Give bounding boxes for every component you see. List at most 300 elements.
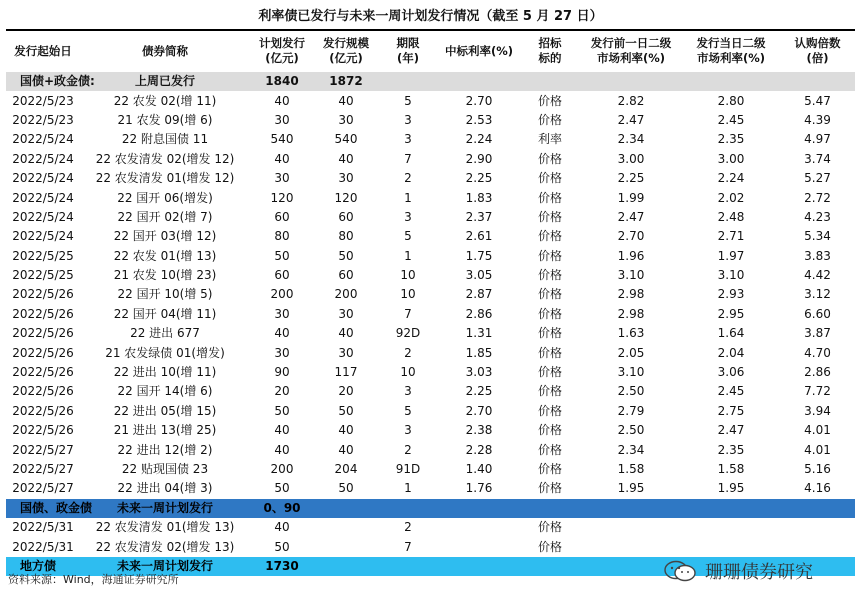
cell-size: 117 — [334, 365, 358, 380]
table-row — [6, 421, 855, 440]
cell-term: 5 — [404, 229, 412, 244]
cell-name: 22 进出 05(增 15) — [113, 403, 217, 418]
section-label: 地方债 — [6, 557, 80, 576]
header-issue-size: 发行规模 (亿元) — [323, 36, 369, 65]
cell-pre: 2.70 — [617, 229, 645, 244]
cell-size: 50 — [338, 403, 354, 418]
cell-date: 2022/5/23 — [12, 112, 74, 127]
cell-term: 2 — [404, 345, 412, 360]
cell-mult: 4.23 — [804, 209, 831, 224]
cell-name: 22 进出 04(增 3) — [117, 481, 213, 496]
cell-rate: 1.83 — [465, 190, 493, 205]
cell-date: 2022/5/26 — [12, 384, 74, 399]
section-empty-cell — [580, 72, 682, 91]
cell-mult: 3.83 — [804, 248, 831, 263]
cell-same: 2.35 — [717, 442, 745, 457]
cell-date: 2022/5/25 — [12, 248, 74, 263]
cell-date: 2022/5/24 — [12, 132, 74, 147]
cell-pre: 3.00 — [617, 151, 645, 166]
table-row — [6, 537, 855, 556]
cell-size: 204 — [334, 462, 358, 476]
cell-date: 2022/5/27 — [12, 481, 74, 496]
source-note: 资料来源：Wind，海通证券研究所 — [8, 573, 179, 586]
cell-term: 1 — [404, 481, 412, 496]
cell-name: 21 进出 13(增 25) — [113, 423, 217, 438]
cell-date: 2022/5/31 — [12, 520, 74, 535]
cell-name: 22 国开 06(增发) — [117, 190, 213, 205]
cell-same: 2.95 — [717, 306, 745, 321]
cell-planned: 40 — [274, 423, 290, 438]
cell-size: 30 — [338, 112, 354, 127]
cell-same — [682, 537, 780, 556]
section-sublabel: 未来一周计划发行 — [80, 557, 250, 576]
cell-planned: 50 — [274, 481, 290, 496]
cell-size: 50 — [338, 248, 354, 263]
cell-mult: 4.39 — [804, 112, 831, 127]
table-body — [6, 72, 855, 576]
cell-mult: 4.97 — [804, 132, 831, 147]
cell-pre: 2.50 — [617, 384, 645, 399]
cell-date: 2022/5/27 — [12, 442, 74, 457]
section-size-total — [314, 557, 378, 576]
table-row — [6, 285, 855, 304]
cell-size: 80 — [338, 229, 354, 244]
cell-date: 2022/5/31 — [12, 539, 74, 554]
cell-pre: 2.34 — [617, 442, 645, 457]
cell-rate: 2.25 — [465, 384, 493, 399]
section-row-planned — [6, 499, 855, 518]
section-row-issued — [6, 72, 855, 91]
wechat-icon — [663, 560, 697, 582]
cell-same: 2.75 — [717, 403, 745, 418]
cell-target: 利率 — [537, 132, 562, 147]
cell-mult — [780, 537, 855, 556]
cell-mult: 4.70 — [804, 345, 831, 360]
cell-date: 2022/5/27 — [12, 462, 74, 476]
cell-pre — [580, 518, 682, 537]
cell-target: 价格 — [537, 539, 562, 554]
cell-same: 2.02 — [717, 190, 745, 205]
cell-planned: 200 — [270, 287, 294, 302]
cell-size: 40 — [338, 442, 354, 457]
cell-rate — [438, 518, 520, 537]
cell-pre: 3.10 — [617, 365, 645, 380]
cell-date: 2022/5/26 — [12, 423, 74, 438]
cell-same: 2.24 — [717, 171, 745, 186]
header-start-date: 发行起始日 — [14, 43, 72, 58]
cell-rate: 3.03 — [465, 365, 493, 380]
cell-name: 22 农发清发 02(增发 12) — [95, 151, 235, 166]
cell-planned: 40 — [274, 151, 290, 166]
cell-name: 22 进出 10(增 11) — [113, 365, 217, 380]
cell-planned: 40 — [274, 93, 290, 108]
cell-planned: 20 — [274, 384, 290, 399]
section-empty-cell — [438, 557, 520, 576]
section-empty-cell — [378, 72, 438, 91]
cell-pre: 2.47 — [617, 209, 645, 224]
cell-planned: 90 — [274, 365, 290, 380]
header-subscription: 认购倍数 (倍) — [794, 36, 841, 65]
table-row — [6, 382, 855, 401]
cell-term: 2 — [404, 520, 412, 535]
cell-target: 价格 — [537, 112, 562, 127]
cell-name: 22 国开 14(增 6) — [117, 384, 213, 399]
cell-pre: 2.79 — [617, 403, 645, 418]
cell-rate: 2.87 — [465, 287, 493, 302]
cell-date: 2022/5/26 — [12, 365, 74, 380]
cell-target: 价格 — [537, 423, 562, 438]
cell-mult — [780, 518, 855, 537]
cell-target: 价格 — [537, 93, 562, 108]
cell-term: 1 — [404, 248, 412, 263]
cell-planned: 40 — [274, 442, 290, 457]
header-pre-day-rate: 发行前一日二级 市场利率(%) — [590, 36, 672, 65]
cell-rate: 1.40 — [465, 462, 493, 476]
table-row — [6, 227, 855, 246]
cell-mult: 5.16 — [804, 462, 831, 476]
cell-date: 2022/5/26 — [12, 403, 74, 418]
cell-planned: 540 — [270, 132, 294, 147]
cell-planned: 80 — [274, 229, 290, 244]
cell-rate: 2.70 — [465, 93, 493, 108]
cell-term: 5 — [404, 403, 412, 418]
cell-mult: 3.94 — [804, 403, 831, 418]
cell-same: 3.00 — [717, 151, 745, 166]
cell-rate: 2.37 — [465, 209, 493, 224]
section-sublabel: 上周已发行 — [80, 72, 250, 91]
cell-size — [314, 537, 378, 556]
table-row — [6, 247, 855, 266]
header-bond-name: 债券简称 — [142, 43, 188, 58]
cell-planned: 40 — [274, 326, 290, 341]
cell-date: 2022/5/24 — [12, 151, 74, 166]
cell-planned: 30 — [274, 112, 290, 127]
section-sublabel: 未来一周计划发行 — [80, 499, 250, 518]
cell-same: 1.64 — [717, 326, 745, 341]
header-term: 期限 (年) — [396, 36, 420, 65]
cell-term: 10 — [400, 287, 416, 302]
header-row — [6, 30, 855, 72]
cell-name: 22 农发清发 01(增发 12) — [95, 171, 235, 186]
cell-same: 2.93 — [717, 287, 745, 302]
cell-mult: 5.34 — [804, 229, 831, 244]
cell-term: 3 — [404, 384, 412, 399]
cell-size: 30 — [338, 306, 354, 321]
cell-term: 92D — [395, 326, 421, 341]
cell-size: 40 — [338, 423, 354, 438]
cell-term: 5 — [404, 93, 412, 108]
cell-same: 2.47 — [717, 423, 745, 438]
section-planned-total: 1730 — [250, 557, 314, 576]
cell-target: 价格 — [537, 520, 562, 535]
cell-pre: 2.47 — [617, 112, 645, 127]
cell-planned: 120 — [270, 190, 294, 205]
table-row — [6, 363, 855, 382]
cell-target: 价格 — [537, 229, 562, 244]
cell-term: 7 — [404, 539, 412, 554]
cell-size: 50 — [338, 481, 354, 496]
cell-target: 价格 — [537, 209, 562, 224]
table-row — [6, 479, 855, 498]
cell-planned: 200 — [270, 462, 294, 476]
table-row — [6, 266, 855, 285]
cell-same — [682, 518, 780, 537]
cell-target: 价格 — [537, 462, 562, 476]
cell-name: 22 附息国债 11 — [121, 132, 209, 147]
cell-target: 价格 — [537, 326, 562, 341]
cell-name: 22 国开 02(增 7) — [117, 209, 213, 224]
cell-name: 22 国开 10(增 5) — [117, 287, 213, 302]
cell-size: 120 — [334, 190, 358, 205]
cell-term: 91D — [395, 462, 421, 476]
cell-pre: 2.05 — [617, 345, 645, 360]
cell-mult: 7.72 — [804, 384, 831, 399]
cell-term: 3 — [404, 112, 412, 127]
brand-watermark — [663, 558, 813, 584]
table-row — [6, 460, 855, 479]
cell-rate: 1.75 — [465, 248, 493, 263]
cell-target: 价格 — [537, 248, 562, 263]
cell-pre: 2.98 — [617, 287, 645, 302]
cell-date: 2022/5/24 — [12, 229, 74, 244]
cell-mult: 2.86 — [804, 365, 831, 380]
brand-name: 珊珊债券研究 — [705, 562, 813, 583]
cell-name: 22 农发 01(增 13) — [113, 248, 217, 263]
section-empty-cell — [520, 557, 580, 576]
section-empty-cell — [378, 557, 438, 576]
section-empty-cell — [438, 499, 520, 518]
cell-size: 200 — [334, 287, 358, 302]
cell-pre — [580, 537, 682, 556]
cell-term: 3 — [404, 132, 412, 147]
cell-term: 3 — [404, 423, 412, 438]
cell-same: 2.48 — [717, 209, 745, 224]
cell-planned: 30 — [274, 306, 290, 321]
cell-mult: 4.01 — [804, 423, 831, 438]
cell-target: 价格 — [537, 442, 562, 457]
cell-rate: 2.28 — [465, 442, 493, 457]
cell-size: 40 — [338, 93, 354, 108]
section-empty-cell — [438, 72, 520, 91]
section-empty-cell — [520, 72, 580, 91]
cell-rate: 2.90 — [465, 151, 493, 166]
table-row — [6, 305, 855, 324]
cell-same: 3.10 — [717, 268, 745, 283]
cell-same: 3.06 — [717, 365, 745, 380]
cell-rate: 2.86 — [465, 306, 493, 321]
cell-date: 2022/5/25 — [12, 268, 74, 283]
cell-date: 2022/5/24 — [12, 209, 74, 224]
cell-target: 价格 — [537, 151, 562, 166]
cell-rate: 2.38 — [465, 423, 493, 438]
cell-term: 7 — [404, 151, 412, 166]
section-planned-total: 0、90 — [250, 499, 314, 518]
cell-same: 2.71 — [717, 229, 745, 244]
cell-size: 60 — [338, 209, 354, 224]
cell-target: 价格 — [537, 171, 562, 186]
cell-mult: 4.01 — [804, 442, 831, 457]
table-row — [6, 324, 855, 343]
cell-date: 2022/5/24 — [12, 190, 74, 205]
cell-target: 价格 — [537, 190, 562, 205]
cell-mult: 2.72 — [804, 190, 831, 205]
cell-size: 540 — [334, 132, 358, 147]
table-title: 利率债已发行与未来一周计划发行情况（截至 5 月 27 日） — [258, 9, 603, 24]
cell-mult: 6.60 — [804, 306, 831, 321]
section-size-total — [314, 499, 378, 518]
cell-term: 10 — [400, 268, 416, 283]
table-row — [6, 188, 855, 207]
cell-pre: 1.95 — [617, 481, 645, 496]
table-row — [6, 518, 855, 537]
cell-mult: 4.16 — [804, 481, 831, 496]
cell-date: 2022/5/26 — [12, 306, 74, 321]
cell-name: 22 贴现国债 23 — [121, 462, 209, 476]
cell-name: 22 进出 677 — [130, 326, 200, 341]
section-empty-cell — [682, 499, 780, 518]
cell-same: 2.04 — [717, 345, 745, 360]
section-empty-cell — [580, 499, 682, 518]
cell-size: 20 — [338, 384, 354, 399]
cell-target: 价格 — [537, 403, 562, 418]
cell-term: 2 — [404, 171, 412, 186]
cell-target: 价格 — [537, 287, 562, 302]
cell-planned: 50 — [274, 403, 290, 418]
cell-pre: 2.98 — [617, 306, 645, 321]
table-row — [6, 130, 855, 149]
cell-size: 30 — [338, 345, 354, 360]
cell-pre: 1.58 — [617, 462, 645, 476]
cell-same: 2.35 — [717, 132, 745, 147]
section-empty-cell — [780, 499, 855, 518]
header-winning-rate: 中标利率(%) — [444, 43, 514, 58]
table-row — [6, 111, 855, 130]
header-bid-target: 招标 标的 — [538, 36, 562, 65]
section-empty-cell — [682, 72, 780, 91]
cell-planned: 60 — [274, 268, 290, 283]
section-size-total: 1872 — [314, 72, 378, 91]
cell-name: 22 进出 12(增 2) — [117, 442, 213, 457]
cell-date: 2022/5/26 — [12, 326, 74, 341]
cell-size — [314, 518, 378, 537]
table-row — [6, 402, 855, 421]
cell-rate: 2.70 — [465, 403, 493, 418]
cell-date: 2022/5/26 — [12, 345, 74, 360]
cell-target: 价格 — [537, 365, 562, 380]
cell-rate: 3.05 — [465, 268, 493, 283]
cell-term: 7 — [404, 306, 412, 321]
cell-pre: 2.82 — [617, 93, 645, 108]
cell-target: 价格 — [537, 306, 562, 321]
cell-target: 价格 — [537, 345, 562, 360]
cell-rate: 2.61 — [465, 229, 493, 244]
cell-name: 21 农发 10(增 23) — [113, 268, 217, 283]
cell-planned: 60 — [274, 209, 290, 224]
cell-mult: 5.27 — [804, 171, 831, 186]
cell-term: 2 — [404, 442, 412, 457]
cell-planned: 40 — [274, 520, 290, 535]
cell-pre: 2.25 — [617, 171, 645, 186]
section-empty-cell — [378, 499, 438, 518]
cell-planned: 30 — [274, 171, 290, 186]
cell-planned: 50 — [274, 539, 290, 554]
cell-rate: 2.53 — [465, 112, 493, 127]
cell-name: 22 国开 03(增 12) — [113, 229, 217, 244]
cell-same: 1.95 — [717, 481, 745, 496]
cell-same: 2.80 — [717, 93, 745, 108]
cell-rate — [438, 537, 520, 556]
cell-planned: 30 — [274, 345, 290, 360]
cell-pre: 2.50 — [617, 423, 645, 438]
cell-rate: 1.76 — [465, 481, 493, 496]
table-row — [6, 91, 855, 110]
cell-pre: 3.10 — [617, 268, 645, 283]
cell-name: 21 农发绿债 01(增发) — [105, 345, 225, 360]
cell-size: 40 — [338, 151, 354, 166]
cell-mult: 4.42 — [804, 268, 831, 283]
cell-same: 2.45 — [717, 112, 745, 127]
table-row — [6, 343, 855, 362]
cell-size: 60 — [338, 268, 354, 283]
table-row — [6, 208, 855, 227]
section-empty-cell — [520, 499, 580, 518]
cell-size: 30 — [338, 171, 354, 186]
table-row — [6, 150, 855, 169]
bond-issuance-table — [6, 30, 855, 576]
section-planned-total: 1840 — [250, 72, 314, 91]
cell-term: 3 — [404, 209, 412, 224]
cell-name: 22 农发清发 01(增发 13) — [95, 520, 235, 535]
cell-mult: 5.47 — [804, 93, 831, 108]
table-row — [6, 440, 855, 459]
cell-pre: 1.63 — [617, 326, 645, 341]
section-label: 国债+政金债: — [6, 72, 80, 91]
cell-rate: 2.25 — [465, 171, 493, 186]
cell-same: 2.45 — [717, 384, 745, 399]
cell-size: 40 — [338, 326, 354, 341]
cell-target: 价格 — [537, 481, 562, 496]
cell-rate: 1.85 — [465, 345, 493, 360]
cell-pre: 1.96 — [617, 248, 645, 263]
header-same-day-rate: 发行当日二级 市场利率(%) — [696, 36, 766, 65]
cell-date: 2022/5/24 — [12, 171, 74, 186]
cell-same: 1.97 — [717, 248, 745, 263]
table-row — [6, 169, 855, 188]
section-label: 国债、政金债 — [6, 499, 80, 518]
cell-name: 21 农发 09(增 6) — [117, 112, 213, 127]
cell-mult: 3.74 — [804, 151, 831, 166]
section-empty-cell — [780, 72, 855, 91]
cell-rate: 1.31 — [465, 326, 493, 341]
cell-mult: 3.87 — [804, 326, 831, 341]
cell-pre: 2.34 — [617, 132, 645, 147]
cell-name: 22 国开 04(增 11) — [113, 306, 217, 321]
cell-term: 1 — [404, 190, 412, 205]
cell-pre: 1.99 — [617, 190, 645, 205]
header-planned-issue: 计划发行 (亿元) — [259, 36, 305, 65]
cell-planned: 50 — [274, 248, 290, 263]
cell-same: 1.58 — [717, 462, 745, 476]
cell-term: 10 — [400, 365, 416, 380]
cell-target: 价格 — [537, 384, 562, 399]
cell-rate: 2.24 — [465, 132, 493, 147]
cell-target: 价格 — [537, 268, 562, 283]
cell-mult: 3.12 — [804, 287, 831, 302]
cell-name: 22 农发 02(增 11) — [113, 93, 217, 108]
cell-date: 2022/5/26 — [12, 287, 74, 302]
cell-name: 22 农发清发 02(增发 13) — [95, 539, 235, 554]
cell-date: 2022/5/23 — [12, 93, 74, 108]
